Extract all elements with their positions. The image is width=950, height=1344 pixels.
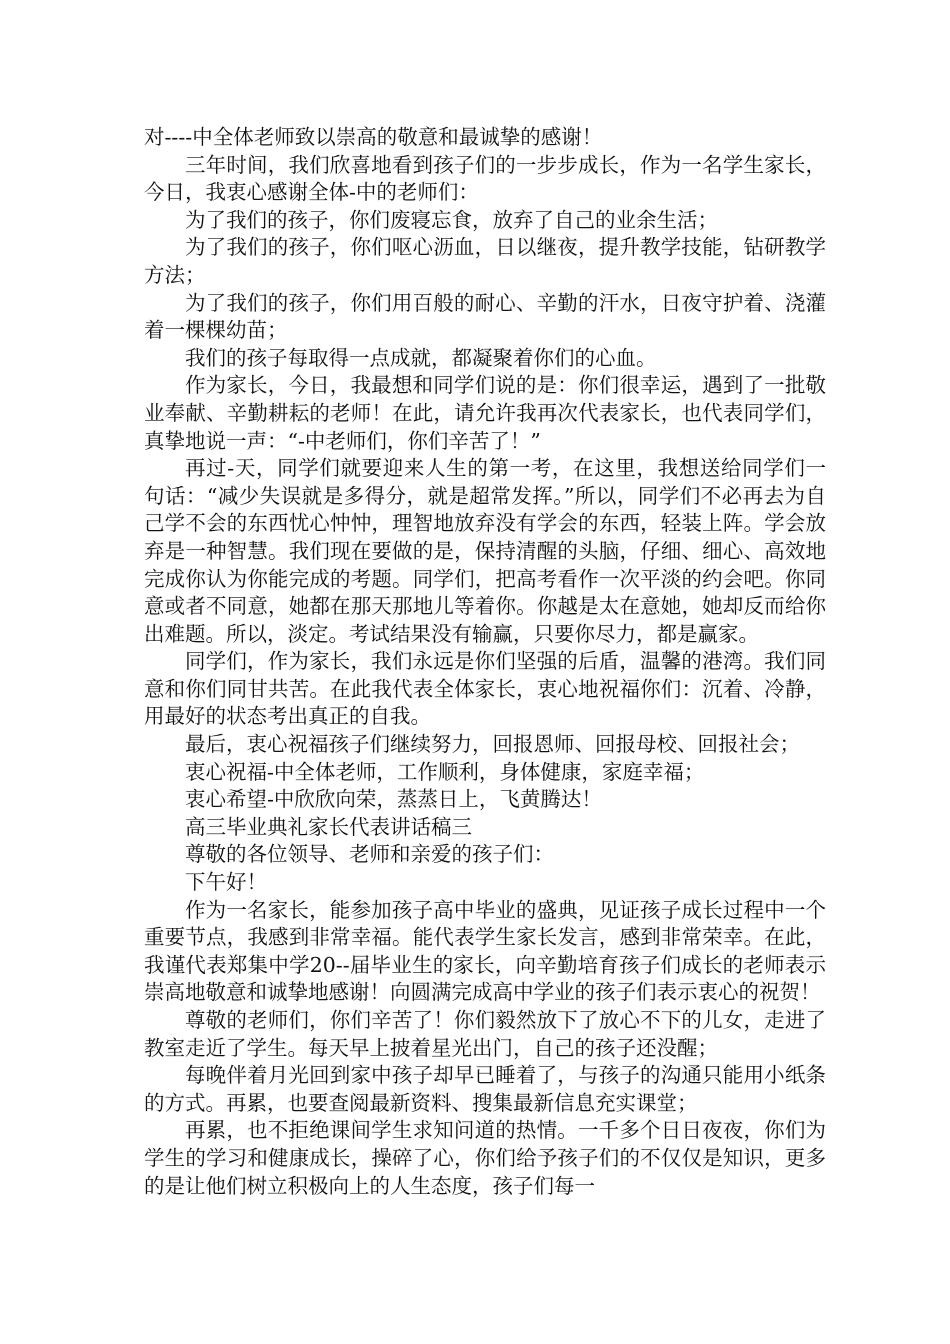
paragraph: 为了我们的孩子，你们呕心沥血，日以继夜，提升教学技能，钻研教学方法； xyxy=(144,235,826,287)
paragraph: 我们的孩子每取得一点成就，都凝聚着你们的心血。 xyxy=(185,345,657,370)
paragraph: 衷心祝福-中全体老师，工作顺利，身体健康，家庭幸福； xyxy=(185,759,705,784)
paragraph: 作为家长，今日，我最想和同学们说的是：你们很幸运，遇到了一批敬业奉献、辛勤耕耘的老师！在此，请允许我再次代表家长，也代表同学们，真挚地说一声：“-中老师们，你们辛苦了！” xyxy=(144,373,826,453)
paragraph: 三年时间，我们欣喜地看到孩子们的一步步成长，作为一名学生家长，今日，我衷心感谢全体-中的老师们： xyxy=(144,152,826,205)
paragraph: 为了我们的孩子，你们用百般的耐心、辛勤的汗水，日夜守护着、浇灌着一棵棵幼苗； xyxy=(144,290,826,343)
paragraph: 尊敬的老师们，你们辛苦了！你们毅然放下了放心不下的儿女，走进了教室走近了学生。每天早上披着星光出门，自己的孩子还没醒； xyxy=(144,1008,826,1060)
document-body xyxy=(144,124,826,1200)
paragraph: 作为一名家长，能参加孩子高中毕业的盛典，见证孩子成长过程中一个重要节点，我感到非常幸福。能代表学生家长发言，感到非常荣幸。在此，我谨代表郑集中学20--届毕业生的家长，向辛勤培育孩子们成长的老师表示崇高地敬意和诚挚地感谢！向圆满完成高中学业的孩子们表示衷心的祝贺！ xyxy=(144,897,826,1005)
paragraph: 再累，也不拒绝课间学生求知问道的热情。一千多个日日夜夜，你们为学生的学习和健康成长，操碎了心，你们给予孩子们的不仅仅是知识，更多的是让他们树立积极向上的人生态度，孩子们每一 xyxy=(144,1118,826,1198)
section-heading: 高三毕业典礼家长代表讲话稿三 xyxy=(185,814,472,839)
paragraph: 最后，衷心祝福孩子们继续努力，回报恩师、回报母校、回报社会； xyxy=(185,732,800,757)
paragraph: 对----中全体老师致以崇高的敬意和最诚挚的感谢！ xyxy=(144,125,603,149)
salutation: 尊敬的各位领导、老师和亲爱的孩子们： xyxy=(185,842,554,867)
paragraph: 每晚伴着月光回到家中孩子却早已睡着了，与孩子的沟通只能用小纸条的方式。再累，也要查阅最新资料、搜集最新信息充实课堂； xyxy=(144,1063,826,1115)
paragraph: 再过-天，同学们就要迎来人生的第一考，在这里，我想送给同学们一句话：“减少失误就是多得分，就是超常发挥。”所以，同学们不必再去为自己学不会的东西忧心忡忡，理智地放弃没有学会的东西，轻装上阵。学会放弃是一种智慧。我们现在要做的是，保持清醒的头脑，仔细、细心、高效地完成你认为你能完成的考题。同学们，把高考看作一次平淡的约会吧。你同意或者不同意，她都在那天那地儿等着你。你越是太在意她，她却反而给你出难题。所以，淡定。考试结果没有输赢，只要你尽力，都是赢家。 xyxy=(144,456,826,646)
paragraph: 衷心希望-中欣欣向荣，蒸蒸日上，飞黄腾达！ xyxy=(185,787,602,812)
paragraph: 同学们，作为家长，我们永远是你们坚强的后盾，温馨的港湾。我们同意和你们同甘共苦。在此我代表全体家长，衷心地祝福你们：沉着、冷静，用最好的状态考出真正的自我。 xyxy=(144,649,826,729)
greeting: 下午好！ xyxy=(185,870,267,895)
paragraph: 为了我们的孩子，你们废寝忘食，放弃了自己的业余生活； xyxy=(185,207,718,232)
